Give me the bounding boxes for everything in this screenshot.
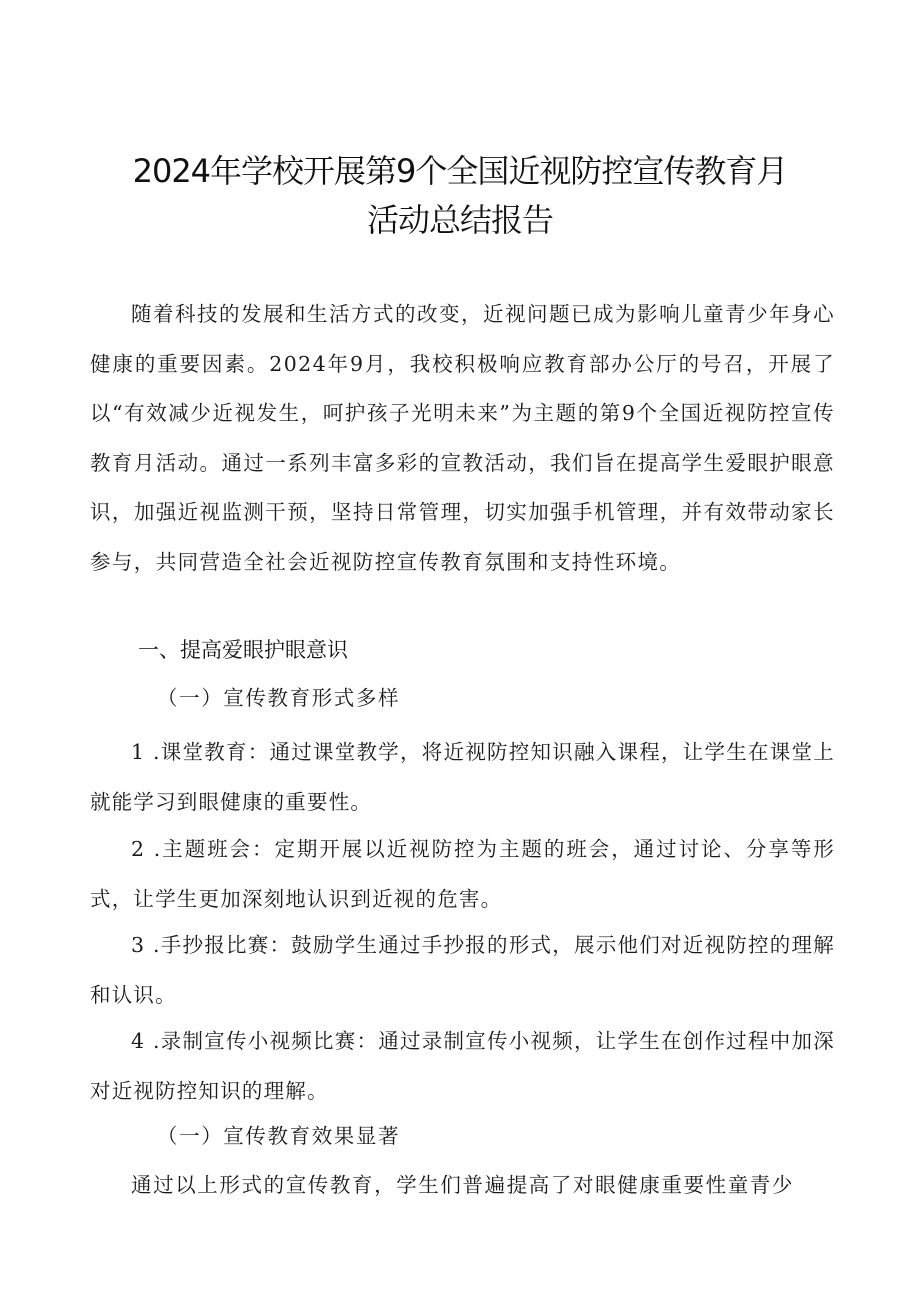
list-item-3: 3 .手抄报比赛：鼓励学生通过手抄报的形式，展示他们对近视防控的理解和认识。 [90,933,835,1007]
list-item-2: 2 .主题班会：定期开展以近视防控为主题的班会，通过讨论、分享等形式，让学生更加深刻地认识到近视的危害。 [90,837,835,911]
document-title-line-2: 活动总结报告 [366,201,553,239]
list-item-1: 1 .课堂教育：通过课堂教学，将近视防控知识融入课程，让学生在课堂上就能学习到眼健康的重要性。 [90,740,835,814]
subsection-heading-1: （一）宣传教育形式多样 [157,686,401,710]
section-heading-1: 一、提高爱眼护眼意识 [138,638,348,662]
subsection-heading-2: （一）宣传教育效果显著 [157,1124,401,1148]
closing-paragraph: 通过以上形式的宣传教育，学生们普遍提高了对眼健康重要性童青少 [131,1173,794,1197]
intro-paragraph: 随着科技的发展和生活方式的改变，近视问题已成为影响儿童青少年身心健康的重要因素。2024年9月，我校积极响应教育部办公厅的号召，开展了以“有效减少近视发生，呵护孩子光明未来”为主题的第9个全国近视防控宣传教育月活动。通过一系列丰富多彩的宣教活动，我们旨在提高学生爱眼护眼意识，加强近视监测干预，坚持日常管理，切实加强手机管理，并有效带动家长参与，共同营造全社会近视防控宣传教育氛围和支持性环境。 [90,302,835,574]
list-item-4: 4 .录制宣传小视频比赛：通过录制宣传小视频，让学生在创作过程中加深对近视防控知识的理解。 [90,1029,835,1103]
document-title-line-1: 2024年学校开展第9个全国近视防控宣传教育月 [132,152,788,190]
